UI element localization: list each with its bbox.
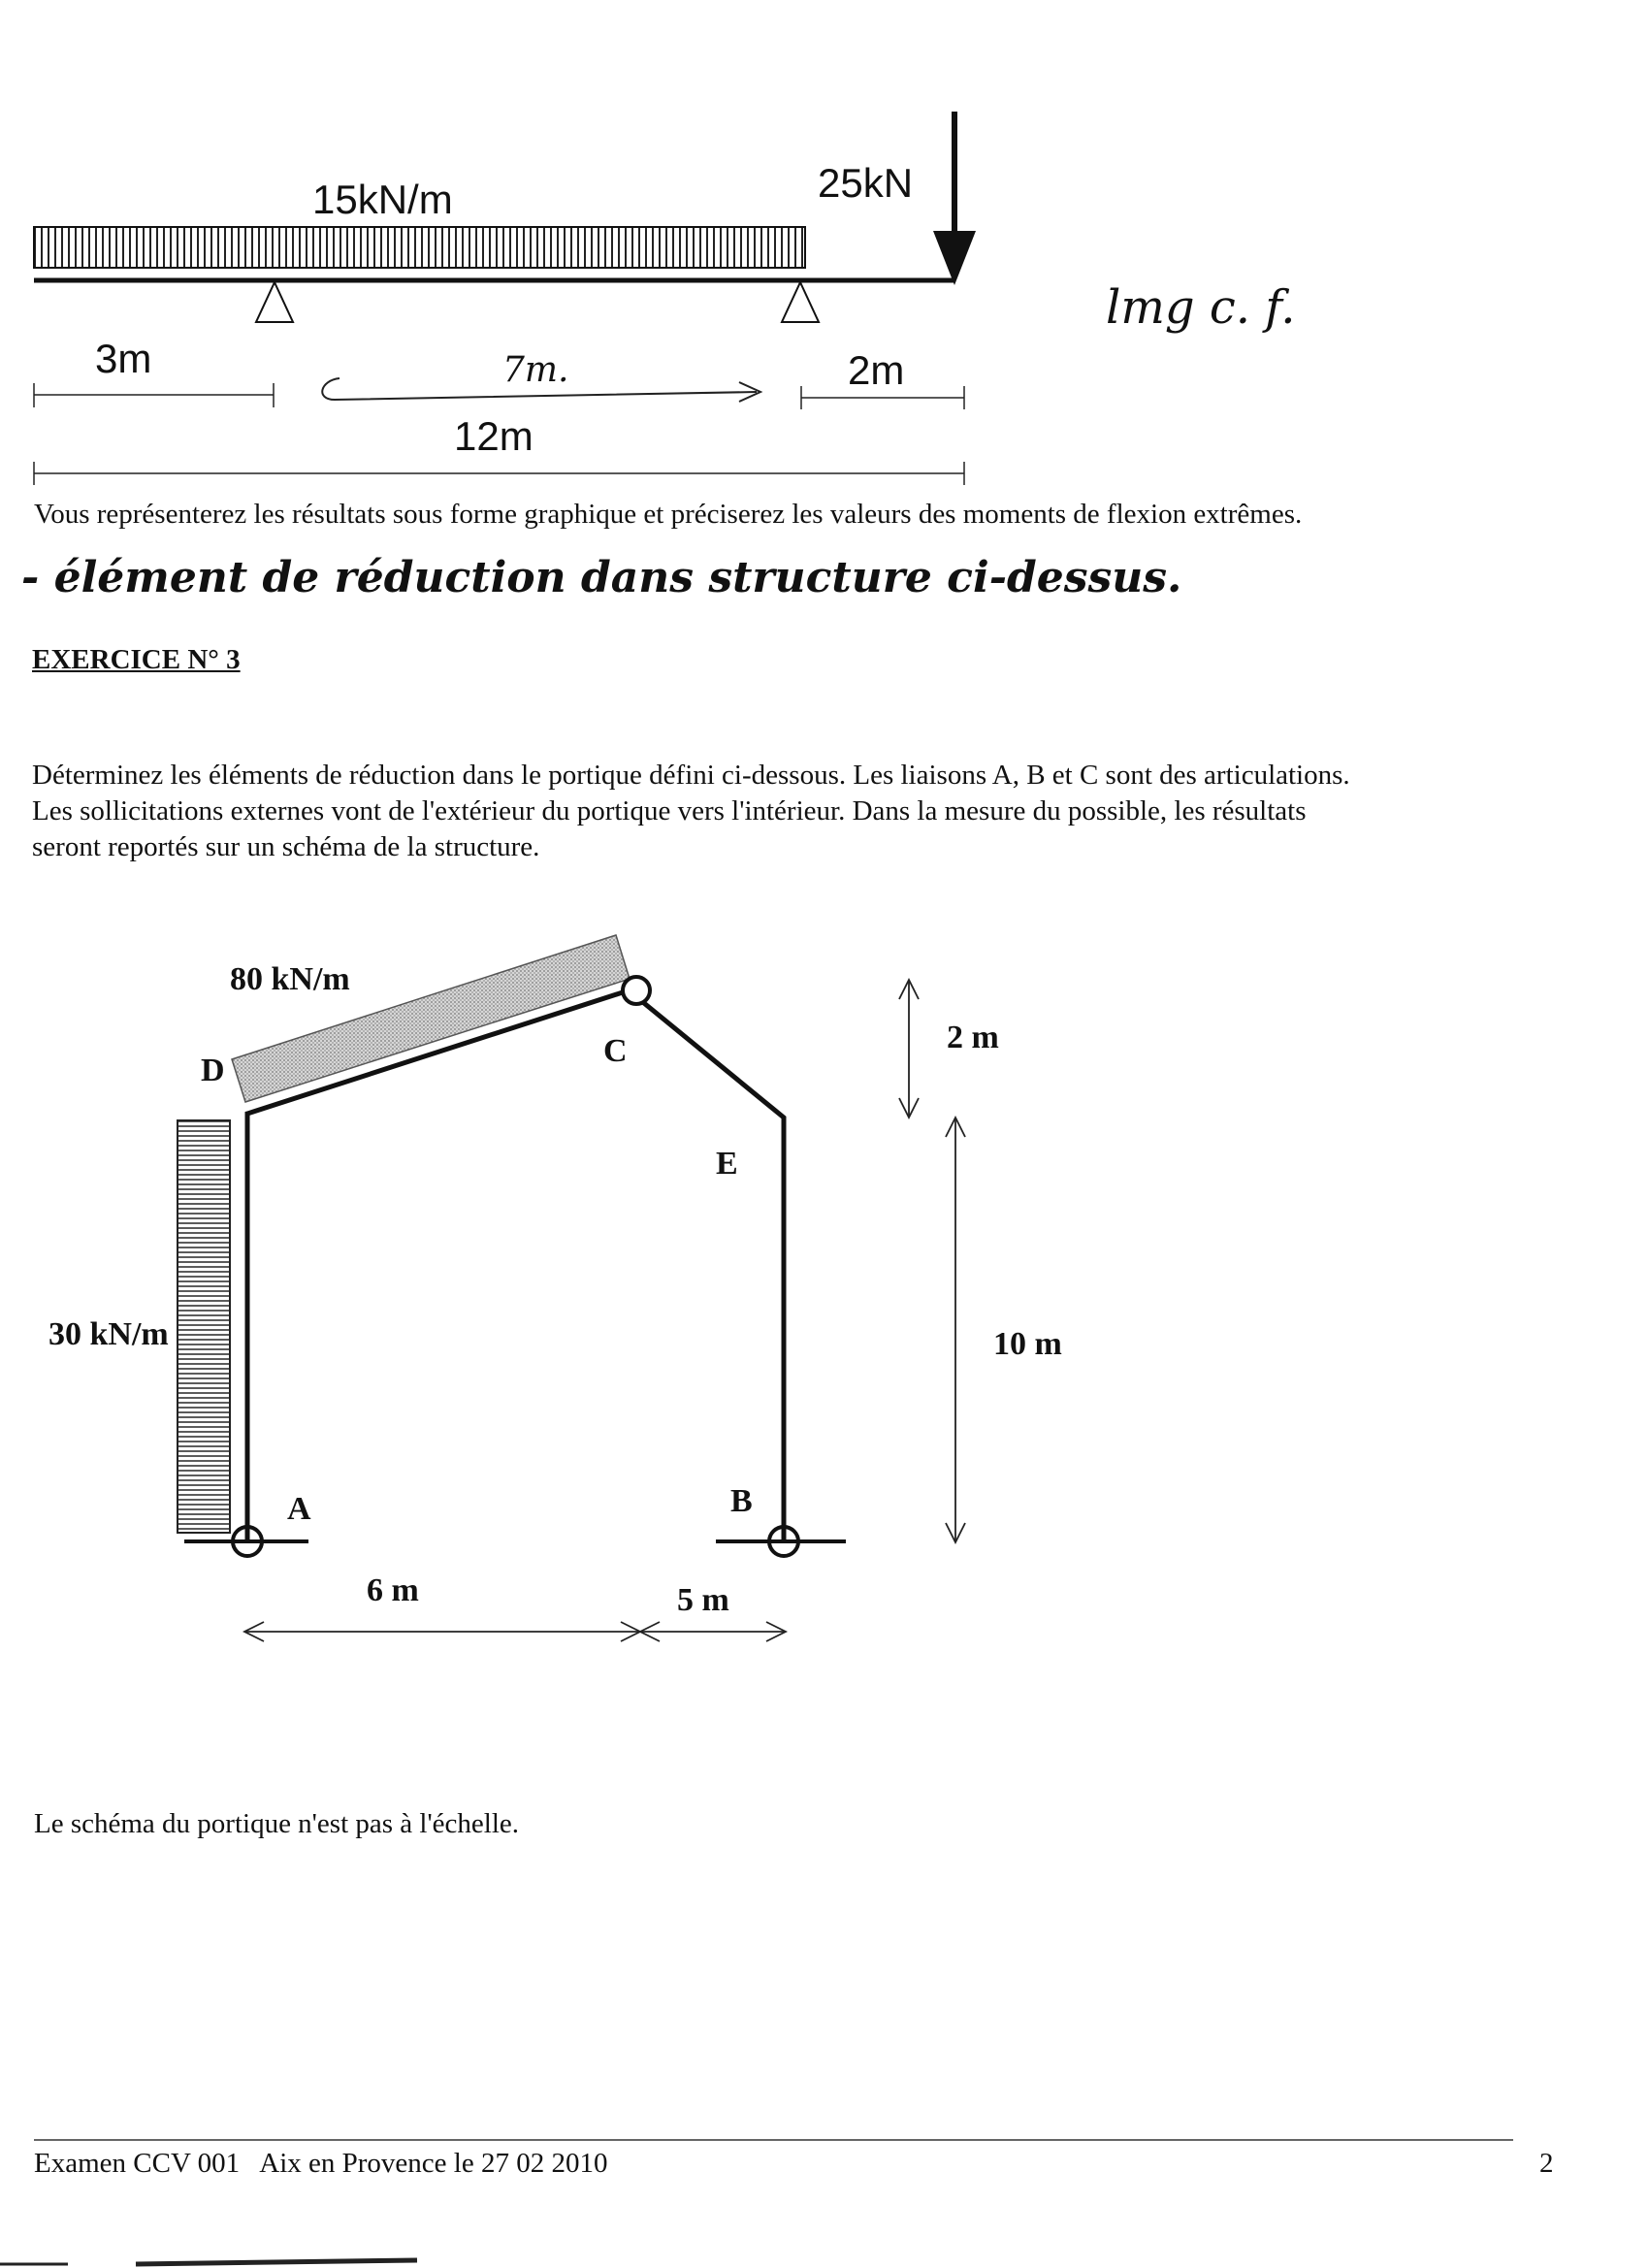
distributed-load-band (34, 227, 805, 268)
dim-span-handwritten: 7m. (502, 350, 569, 390)
support-right-icon (782, 282, 819, 322)
dim-left-label: 3m (95, 336, 152, 381)
column-load-band (178, 1120, 230, 1533)
page-number: 2 (1539, 2148, 1554, 2179)
dim-height-top-label: 2 m (947, 1020, 999, 1055)
footer-text: Examen CCV 001 Aix en Provence le 27 02 2010 (34, 2148, 608, 2179)
exercise-paragraph-line-1: Déterminez les éléments de réduction dans le portique défini ci-dessous. Les liaisons A, B et C sont des articulations. (32, 760, 1350, 791)
hinge-C-icon (623, 977, 650, 1004)
node-E-label: E (716, 1146, 738, 1182)
dim-right-label: 2m (848, 347, 905, 393)
dim-total-label: 12m (454, 413, 534, 459)
node-B-label: B (730, 1483, 753, 1519)
handwritten-note-top: lmg c. f. (1106, 280, 1296, 335)
handwritten-note: - élément de réduction dans structure ci-dessus. (21, 553, 1182, 602)
dim-width-left-label: 6 m (367, 1572, 419, 1608)
roof-load-label: 80 kN/m (230, 961, 350, 997)
point-load-arrow-icon (933, 231, 976, 285)
exercise-paragraph-line-3: seront reportés sur un schéma de la structure. (32, 831, 540, 862)
exercise-paragraph-line-2: Les sollicitations externes vont de l'extérieur du portique vers l'intérieur. Dans la mesure du possible, les résultats (32, 795, 1307, 826)
instruction-text: Vous représenterez les résultats sous forme graphique et préciserez les valeurs des moments de flexion extrêmes. (34, 499, 1303, 530)
dim-height-column-label: 10 m (993, 1326, 1062, 1362)
scale-note: Le schéma du portique n'est pas à l'échelle. (34, 1808, 520, 1839)
distributed-load-label: 15kN/m (312, 177, 453, 222)
support-left-icon (256, 282, 293, 322)
dim-width-right-label: 5 m (677, 1582, 729, 1618)
node-A-label: A (287, 1491, 311, 1527)
node-D-label: D (201, 1053, 225, 1088)
column-load-label: 30 kN/m (48, 1316, 169, 1352)
point-load-label: 25kN (818, 160, 914, 206)
exercise-title: EXERCICE N° 3 (32, 644, 241, 675)
node-C-label: C (603, 1033, 628, 1069)
